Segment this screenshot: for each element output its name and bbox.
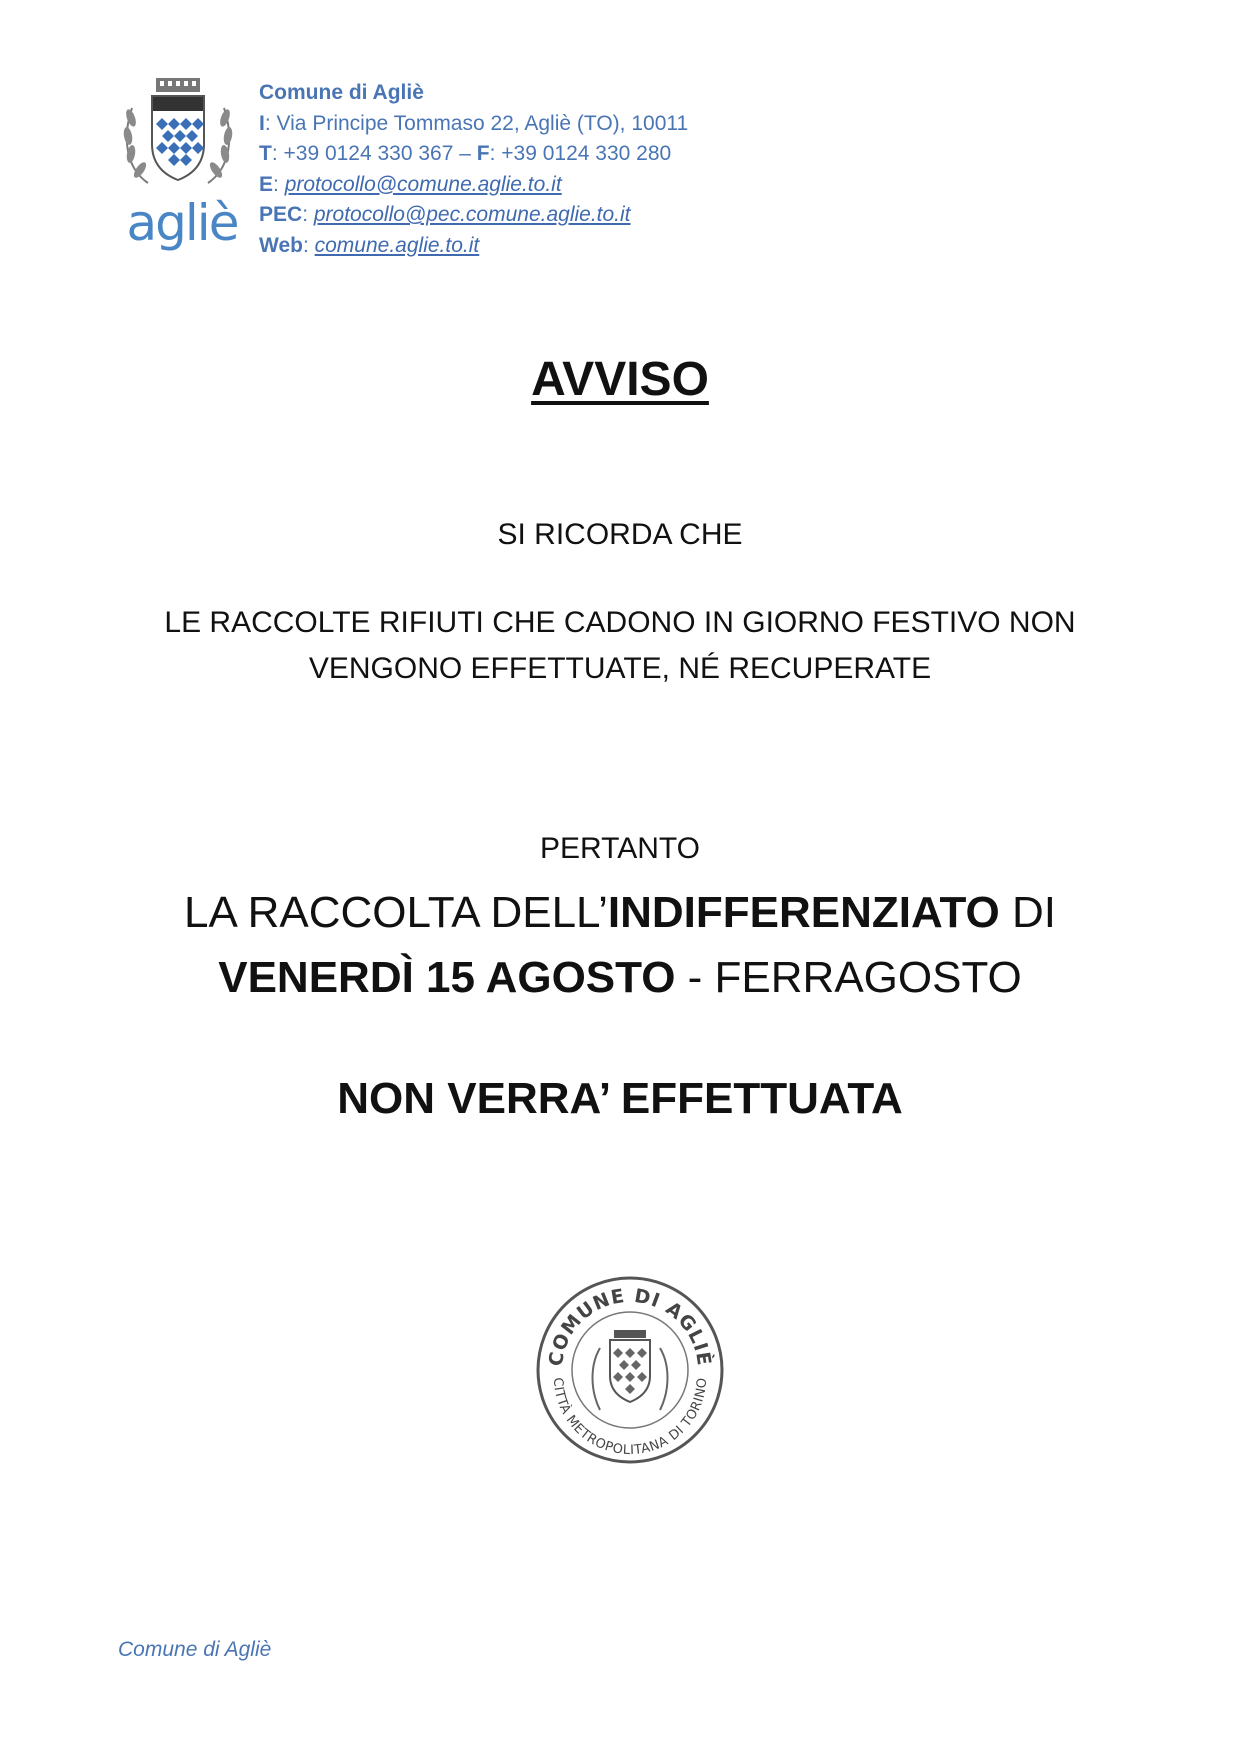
rule-paragraph [0, 600, 1240, 692]
phone-line [259, 139, 688, 170]
announcement-line-2 [0, 945, 1240, 1010]
web-line: Web: comune.aglie.to.it [259, 233, 480, 257]
fax-label: F [476, 142, 490, 165]
stamp-crest-icon [593, 1330, 668, 1410]
pec-link[interactable]: protocollo@pec.comune.aglie.to.it [313, 203, 631, 226]
footer-text: Comune di Agliè [118, 1638, 272, 1661]
web-label: Web [259, 233, 303, 257]
address-value: : Via Principe Tommaso 22, Agliè (TO), 10011 [264, 111, 689, 135]
announce-of: DI [999, 888, 1057, 937]
web-link[interactable]: comune.aglie.to.it [314, 233, 480, 257]
announce-holiday: - FERRAGOSTO [675, 953, 1022, 1002]
fax-value: : +39 0124 330 280 [489, 142, 672, 165]
email-link[interactable]: protocollo@comune.aglie.to.it [284, 172, 562, 196]
therefore-line: PERTANTO [539, 832, 701, 865]
address-line [259, 109, 688, 140]
announce-prefix: LA RACCOLTA DELL’ [183, 888, 608, 937]
announcement [0, 880, 1240, 1010]
phone-value: : +39 0124 330 367 – [271, 142, 477, 165]
not-done-line: NON VERRA’ EFFETTUATA [337, 1074, 903, 1123]
pec-label: PEC [259, 203, 303, 226]
announcement-line-1 [0, 880, 1240, 945]
phone-label: T [259, 142, 272, 165]
coat-of-arms-logo [118, 78, 238, 203]
pec-line: PEC: protocollo@pec.comune.aglie.to.it [259, 203, 631, 226]
notice-title: AVVISO [531, 353, 709, 406]
address-label: I [259, 111, 265, 135]
rule-line-1: LE RACCOLTE RIFIUTI CHE CADONO IN GIORNO FESTIVO NON [164, 606, 1076, 639]
letterhead [118, 78, 818, 263]
org-name: Comune di Agliè [259, 81, 424, 104]
announce-waste-type: INDIFFERENZIATO [607, 888, 1000, 937]
stamp-top-text: COMUNE DI AGLIÈ [544, 1284, 716, 1368]
official-stamp [530, 1270, 730, 1470]
logo-wordmark: agliè [126, 194, 238, 252]
rule-line-2: VENGONO EFFETTUATE, NÉ RECUPERATE [308, 652, 932, 685]
stamp-bottom-text: CITTÀ METROPOLITANA DI TORINO [549, 1377, 711, 1459]
recall-line: SI RICORDA CHE [497, 518, 743, 551]
announce-date: VENERDÌ 15 AGOSTO [218, 953, 676, 1002]
email-line: E: protocollo@comune.aglie.to.it [259, 172, 562, 196]
email-label: E [259, 172, 274, 196]
contact-block [259, 78, 688, 261]
